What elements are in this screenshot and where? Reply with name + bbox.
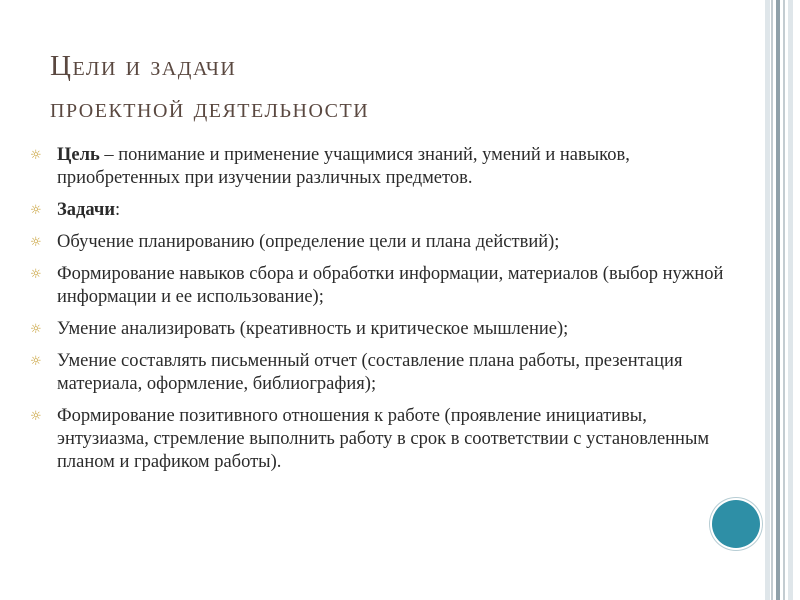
edge-stripe [783,0,785,600]
bullet-list [30,144,730,483]
item-bold-text: Цель [57,145,100,165]
slide-title [50,48,740,126]
list-item [30,405,730,474]
bullet-icon: ☼ [30,409,42,424]
edge-stripe [776,0,780,600]
item-bold-text: Задачи [57,200,115,220]
list-item [30,263,730,309]
bullet-icon: ☼ [30,267,42,282]
bullet-icon: ☼ [30,322,42,337]
edge-stripe [771,0,773,600]
item-text: Формирование позитивного отношения к работе (проявление инициативы, энтузиазма, стремление выполнить работу в срок в соответствии с установленным планом и графиком работы). [57,406,710,472]
item-text: Обучение планированию (определение цели и плана действий); [57,232,560,252]
item-text: – понимание и применение учащимися знаний, умений и навыков, приобретенных при изучении различных предметов. [57,145,630,188]
list-item [30,199,730,222]
list-item [30,350,730,396]
bullet-icon: ☼ [30,203,42,218]
bullet-icon: ☼ [30,354,42,369]
list-item [30,318,730,341]
item-text: : [114,200,121,220]
list-item [30,144,730,190]
bullet-icon: ☼ [30,235,42,250]
edge-stripe [788,0,793,600]
bullet-icon: ☼ [30,148,42,163]
item-text: Формирование навыков сбора и обработки информации, материалов (выбор нужной информации и ее использование); [57,264,724,307]
title-line-1: Цели и задачи [50,50,237,82]
title-line-2: проектной деятельности [50,92,370,124]
decorative-circle-icon [712,500,760,548]
item-text: Умение анализировать (креативность и критическое мышление); [57,319,569,339]
item-text: Умение составлять письменный отчет (составление плана работы, презентация материала, оформление, библиография); [57,351,683,394]
edge-stripe [765,0,770,600]
list-item [30,231,730,254]
